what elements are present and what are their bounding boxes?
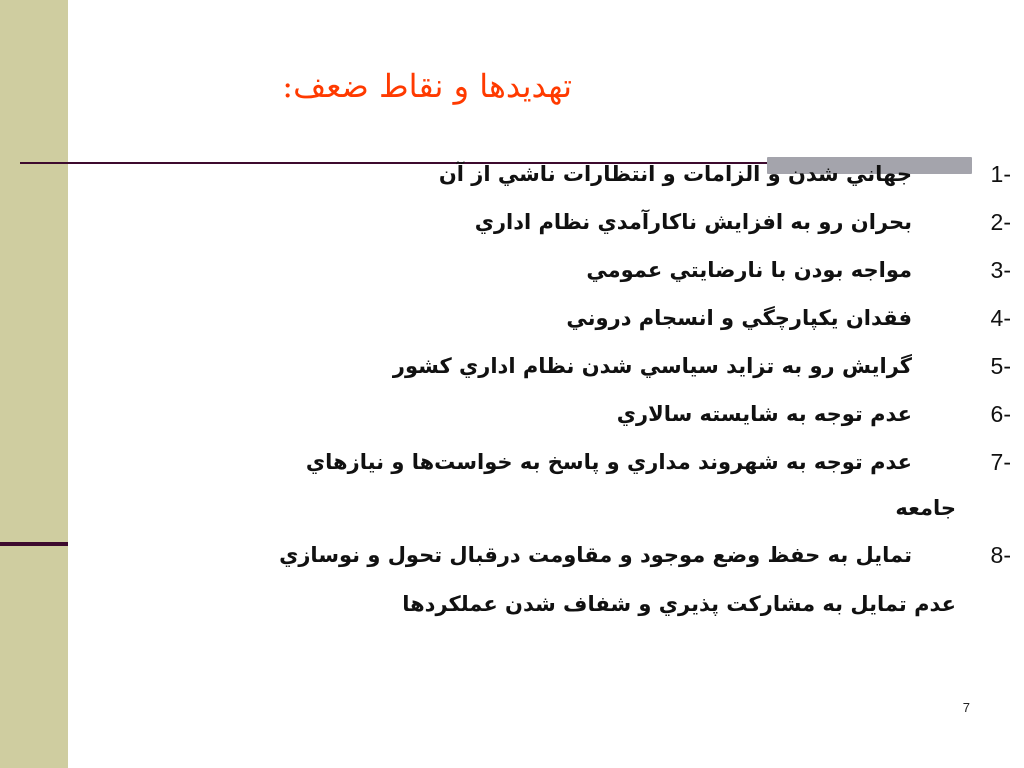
list-item: مواجه بودن با نارضايتي عمومي xyxy=(586,258,912,282)
band-divider xyxy=(0,542,68,546)
item-number: 8- xyxy=(990,542,1011,568)
left-decorative-band xyxy=(0,0,68,768)
item-number: 1- xyxy=(990,161,1011,187)
list-item-continuation: جامعه xyxy=(895,496,956,520)
slide-title: تهديدها و نقاط ضعف: xyxy=(282,67,572,105)
item-number: 2- xyxy=(990,209,1011,235)
item-number: 6- xyxy=(990,401,1011,427)
list-item: گرايش رو به تزايد سياسي شدن نظام اداري كشور xyxy=(392,354,912,378)
item-number: 5- xyxy=(990,353,1011,379)
page-number: 7 xyxy=(962,700,970,715)
list-item: تمايل به حفظ وضع موجود و مقاومت درقبال تحول و نوسازي xyxy=(279,543,912,567)
list-item: جهاني شدن و الزامات و انتظارات ناشي از آن xyxy=(438,162,912,186)
list-item: فقدان يكپارچگي و انسجام دروني xyxy=(566,306,912,330)
list-item: عدم توجه به شايسته سالاري xyxy=(616,402,912,426)
threats-list xyxy=(180,150,1024,640)
item-number: 7- xyxy=(990,449,1011,475)
list-item-continuation: عدم تمايل به مشاركت پذيري و شفاف شدن عملكردها xyxy=(402,592,956,616)
item-number: 3- xyxy=(990,257,1011,283)
item-number: 4- xyxy=(990,305,1011,331)
list-item: بحران رو به افزايش ناكارآمدي نظام اداري xyxy=(474,210,912,234)
list-item: عدم توجه به شهروند مداري و پاسخ به خواست‌ها و نيازهاي xyxy=(305,450,912,474)
